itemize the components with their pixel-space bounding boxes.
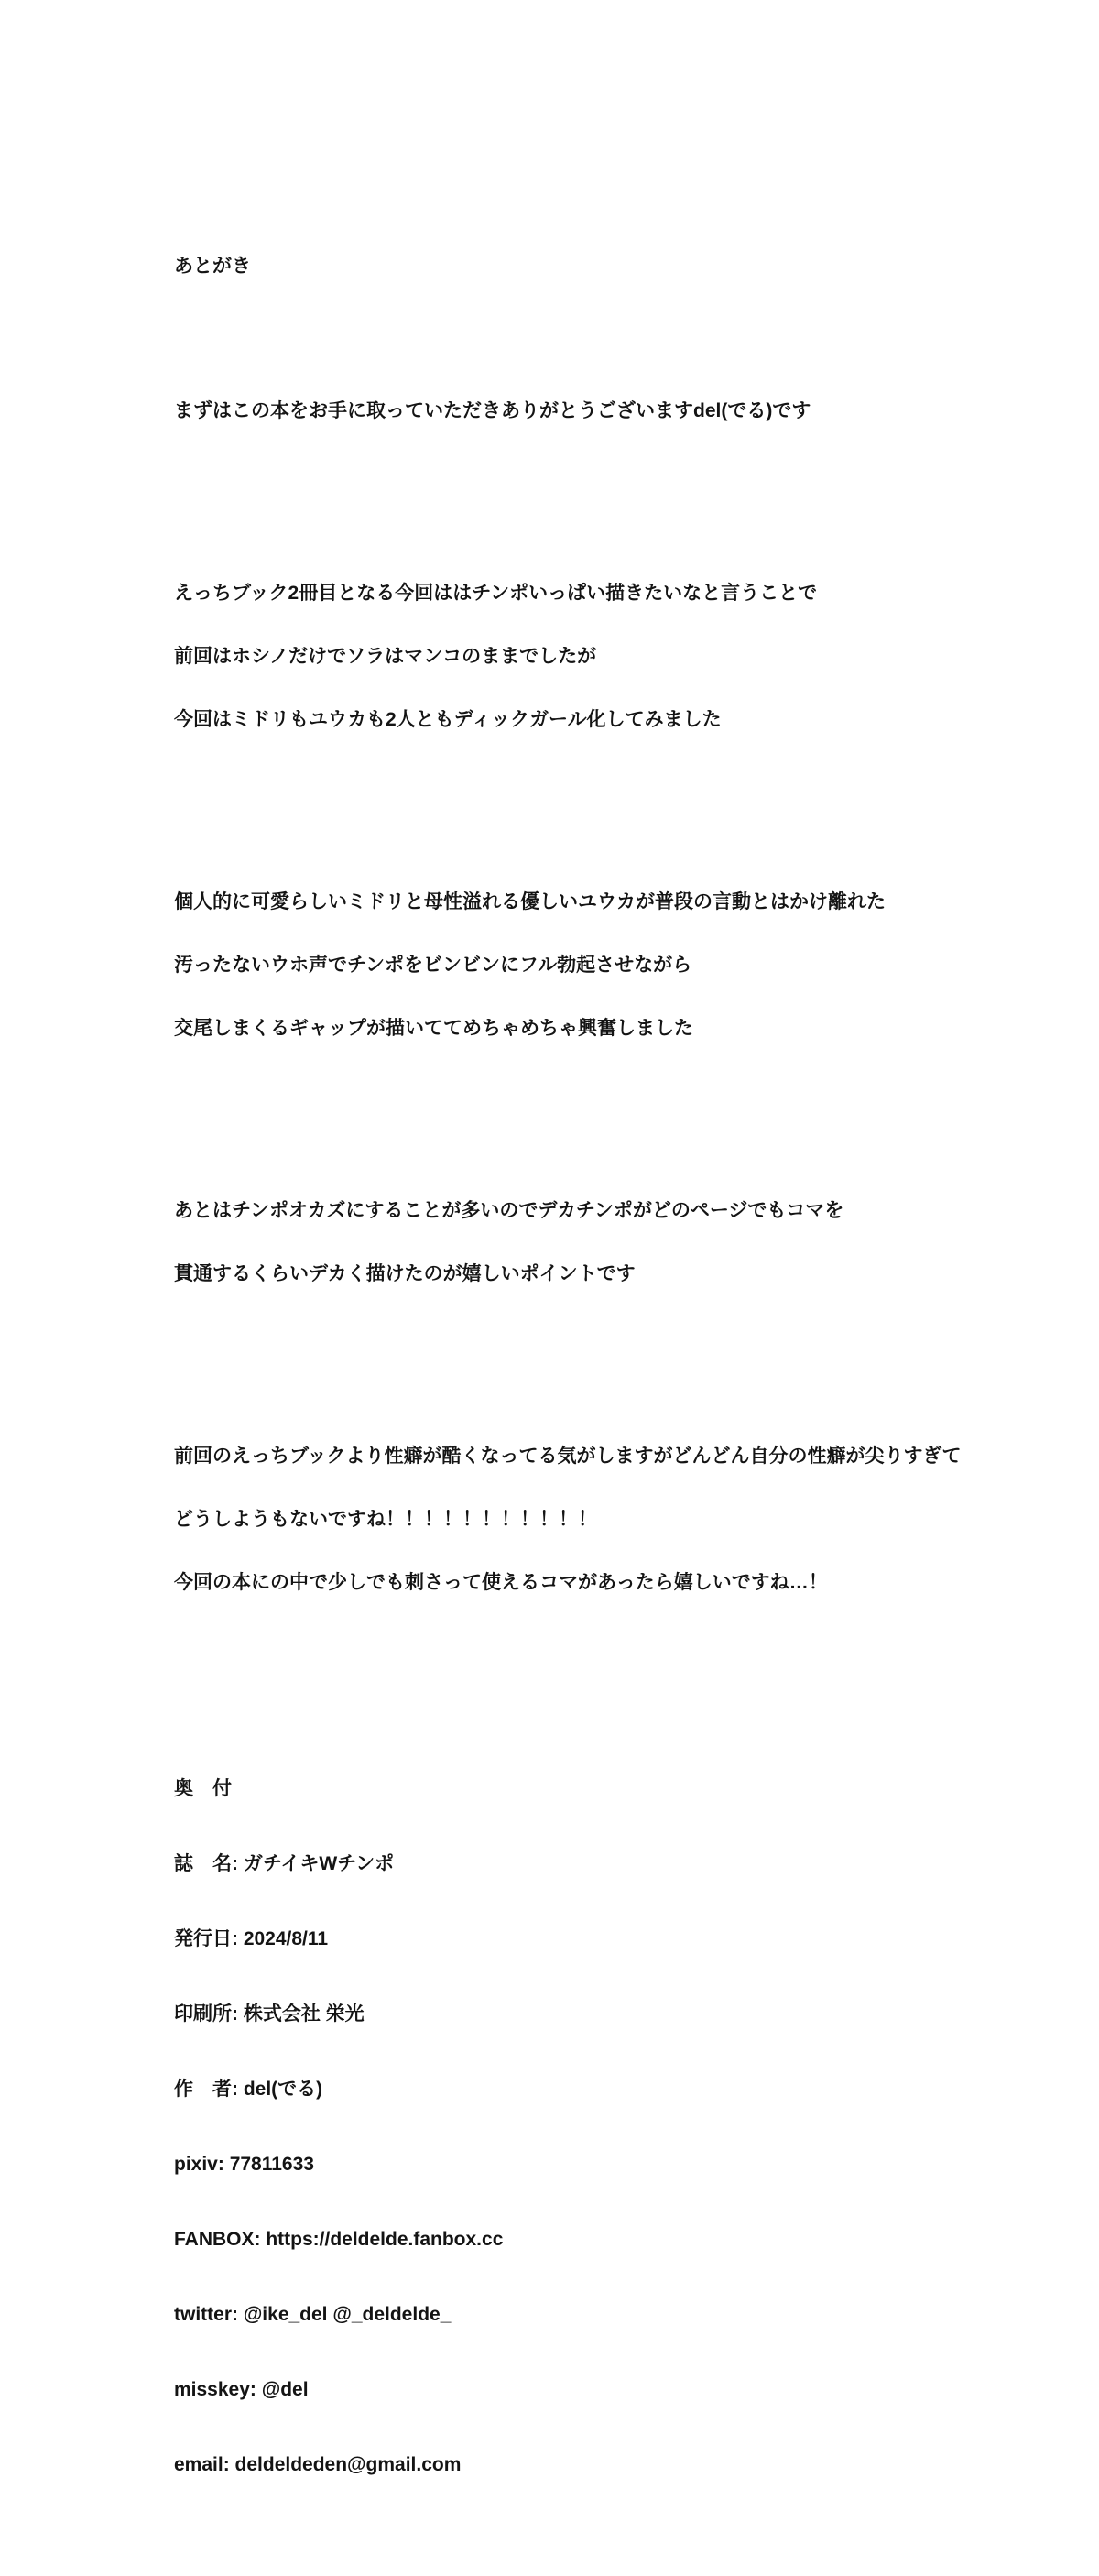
colophon-entry-publish-date	[174, 1930, 1017, 1949]
afterword-section	[174, 192, 1017, 2576]
colophon-label: pixiv	[174, 2154, 218, 2175]
colophon-value: 77811633	[229, 2154, 314, 2175]
paragraph-line: えっちブック2冊目となる今回ははチンポいっぱい描きたいなと言うことで	[174, 583, 818, 604]
colophon-entry-author	[174, 2080, 1017, 2100]
colophon-label: 発行日	[174, 1928, 232, 1949]
paragraph-line: 汚ったないウホ声でチンポをビンビンにフル勃起させながら	[174, 955, 692, 976]
paragraph-line: 個人的に可愛らしいミドリと母性溢れる優しいユウカが普段の言動とはかけ離れた	[174, 891, 886, 912]
colophon-value: 2024/8/11	[243, 1928, 329, 1949]
colophon-separator: :	[232, 1928, 244, 1949]
colophon-label: FANBOX	[174, 2229, 255, 2250]
colophon-entry-misskey	[174, 2381, 1017, 2400]
paragraph-line: 前回のえっちブックより性癖が酷くなってる気がしますがどんどん自分の性癖が尖りすぎて	[174, 1446, 962, 1467]
colophon-entry-printer	[174, 2005, 1017, 2025]
colophon-entry-title	[174, 1855, 1017, 1874]
paragraph-line: どうしようもないですね！！！！！！！！！！！	[174, 1509, 597, 1530]
colophon-separator: :	[249, 2379, 262, 2400]
colophon-heading: 奥 付	[174, 1778, 232, 1799]
colophon-separator: :	[223, 2454, 235, 2475]
paragraph-line: 貫通するくらいデカく描けたのが嬉しいポイントです	[174, 1263, 636, 1284]
paragraph-line: 今回はミドリもユウカも2人ともディックガール化してみました	[174, 709, 722, 730]
colophon-value: deldeldeden@gmail.com	[234, 2454, 462, 2475]
colophon-label: email	[174, 2454, 223, 2475]
colophon-entry-fanbox	[174, 2231, 1017, 2250]
paragraph-line: 前回はホシノだけでソラはマンコのままでしたが	[174, 646, 597, 667]
afterword-paragraph	[174, 540, 1017, 772]
colophon-label: 作 者	[174, 2079, 232, 2100]
colophon-separator: :	[232, 1853, 244, 1874]
afterword-paragraph	[174, 1158, 1017, 1326]
colophon-entry-email	[174, 2456, 1017, 2475]
colophon-separator: :	[254, 2229, 267, 2250]
paragraph-line: まずはこの本をお手に取っていただきありがとうございますdel(でる)です	[174, 400, 811, 421]
colophon-value: ガチイキWチンポ	[243, 1853, 395, 1874]
afterword-paragraph	[174, 358, 1017, 464]
colophon-separator: :	[232, 2304, 244, 2325]
colophon-value: 株式会社 栄光	[243, 2003, 365, 2025]
afterword-paragraph	[174, 849, 1017, 1081]
colophon-value: @del	[261, 2379, 309, 2400]
colophon-label: 印刷所	[174, 2003, 232, 2025]
colophon-value: @ike_del @_deldelde_	[243, 2304, 452, 2325]
colophon-value: del(でる)	[243, 2079, 323, 2100]
colophon-separator: :	[232, 2003, 244, 2025]
colophon-label: misskey	[174, 2379, 250, 2400]
colophon-value: https://deldelde.fanbox.cc	[266, 2229, 504, 2250]
paragraph-line: 今回の本にの中で少しでも刺さって使えるコマがあったら嬉しいですね…！	[174, 1572, 828, 1593]
colophon-label: twitter	[174, 2304, 232, 2325]
colophon-separator: :	[232, 2079, 244, 2100]
colophon-separator: :	[217, 2154, 230, 2175]
colophon-section	[174, 1742, 1017, 2513]
colophon-entry-pixiv	[174, 2156, 1017, 2175]
paragraph-line: 交尾しまくるギャップが描いててめちゃめちゃ興奮しました	[174, 1018, 693, 1039]
afterword-paragraph	[174, 1403, 1017, 1635]
colophon-label: 誌 名	[174, 1853, 232, 1874]
colophon-entry-twitter	[174, 2306, 1017, 2325]
afterword-heading: あとがき	[174, 256, 251, 277]
paragraph-line: あとはチンポオカズにすることが多いのでデカチンポがどのページでもコマを	[174, 1200, 844, 1221]
